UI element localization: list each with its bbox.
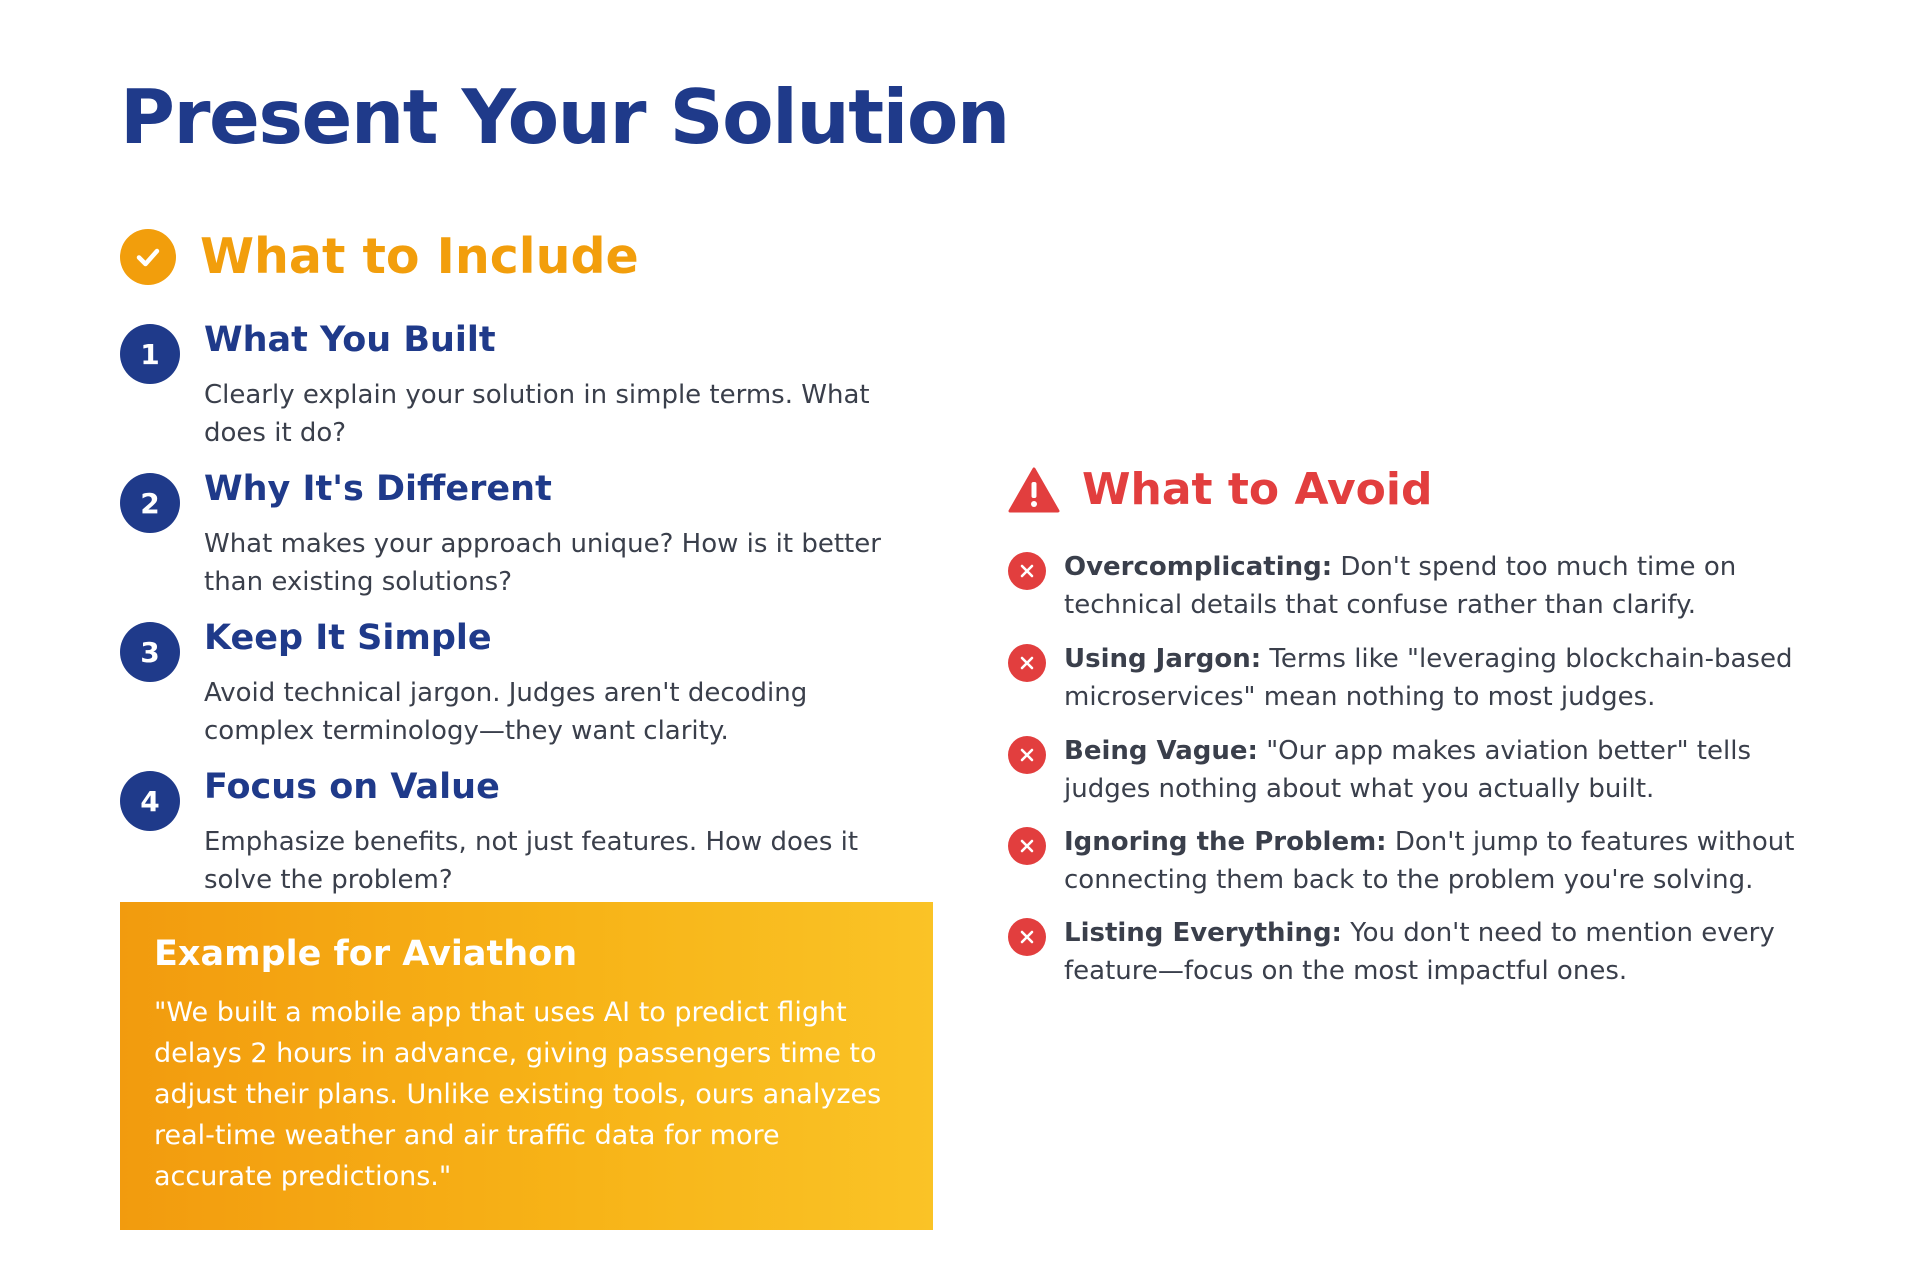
- avoid-description: "Our app makes aviation better" tells judges nothing about what you actually built.: [1064, 736, 1751, 804]
- avoid-text: [1064, 640, 1824, 716]
- item-title: Keep It Simple: [204, 618, 492, 658]
- include-header: [120, 228, 639, 285]
- item-description: What makes your approach unique? How is it better than existing solutions?: [204, 529, 881, 597]
- example-box: [120, 902, 933, 1230]
- x-circle-icon: [1008, 736, 1046, 774]
- include-heading: What to Include: [200, 228, 639, 285]
- avoid-label: Overcomplicating:: [1064, 552, 1333, 582]
- step-number-badge: 2: [120, 473, 180, 533]
- avoid-label: Being Vague:: [1064, 736, 1258, 766]
- page-title: Present Your Solution: [120, 73, 1009, 161]
- item-description: Avoid technical jargon. Judges aren't decoding complex terminology—they want clarity.: [204, 678, 808, 746]
- step-number-badge: 1: [120, 324, 180, 384]
- avoid-label: Listing Everything:: [1064, 918, 1342, 948]
- x-circle-icon: [1008, 552, 1046, 590]
- x-circle-icon: [1008, 918, 1046, 956]
- avoid-text: [1064, 548, 1824, 624]
- item-description: Emphasize benefits, not just features. How does it solve the problem?: [204, 827, 859, 895]
- avoid-label: Using Jargon:: [1064, 644, 1262, 674]
- step-number-badge: 3: [120, 622, 180, 682]
- item-description: Clearly explain your solution in simple terms. What does it do?: [204, 380, 870, 448]
- warning-triangle-icon: [1008, 467, 1060, 513]
- x-circle-icon: [1008, 644, 1046, 682]
- check-circle-icon: [120, 229, 176, 285]
- item-title: Focus on Value: [204, 767, 500, 807]
- item-title: Why It's Different: [204, 469, 552, 509]
- avoid-description: Don't spend too much time on technical details that confuse rather than clarify.: [1064, 552, 1737, 620]
- avoid-text: [1064, 732, 1824, 808]
- avoid-description: Terms like "leveraging blockchain-based microservices" mean nothing to most judges.: [1064, 644, 1793, 712]
- example-title: Example for Aviathon: [154, 934, 578, 974]
- item-title: What You Built: [204, 320, 496, 360]
- avoid-heading: What to Avoid: [1082, 464, 1433, 515]
- avoid-description: You don't need to mention every feature—focus on the most impactful ones.: [1064, 918, 1775, 986]
- example-quote: "We built a mobile app that uses AI to predict flight delays 2 hours in advance, giving passengers time to adjust their plans. Unlike existing tools, ours analyzes real-time weather and air traffic data for more accurate predictions.": [154, 997, 882, 1192]
- avoid-text: [1064, 823, 1824, 899]
- avoid-description: Don't jump to features without connecting them back to the problem you're solving.: [1064, 827, 1795, 895]
- step-number-badge: 4: [120, 771, 180, 831]
- x-circle-icon: [1008, 827, 1046, 865]
- avoid-header: [1008, 464, 1432, 515]
- avoid-label: Ignoring the Problem:: [1064, 827, 1387, 857]
- avoid-text: [1064, 914, 1824, 990]
